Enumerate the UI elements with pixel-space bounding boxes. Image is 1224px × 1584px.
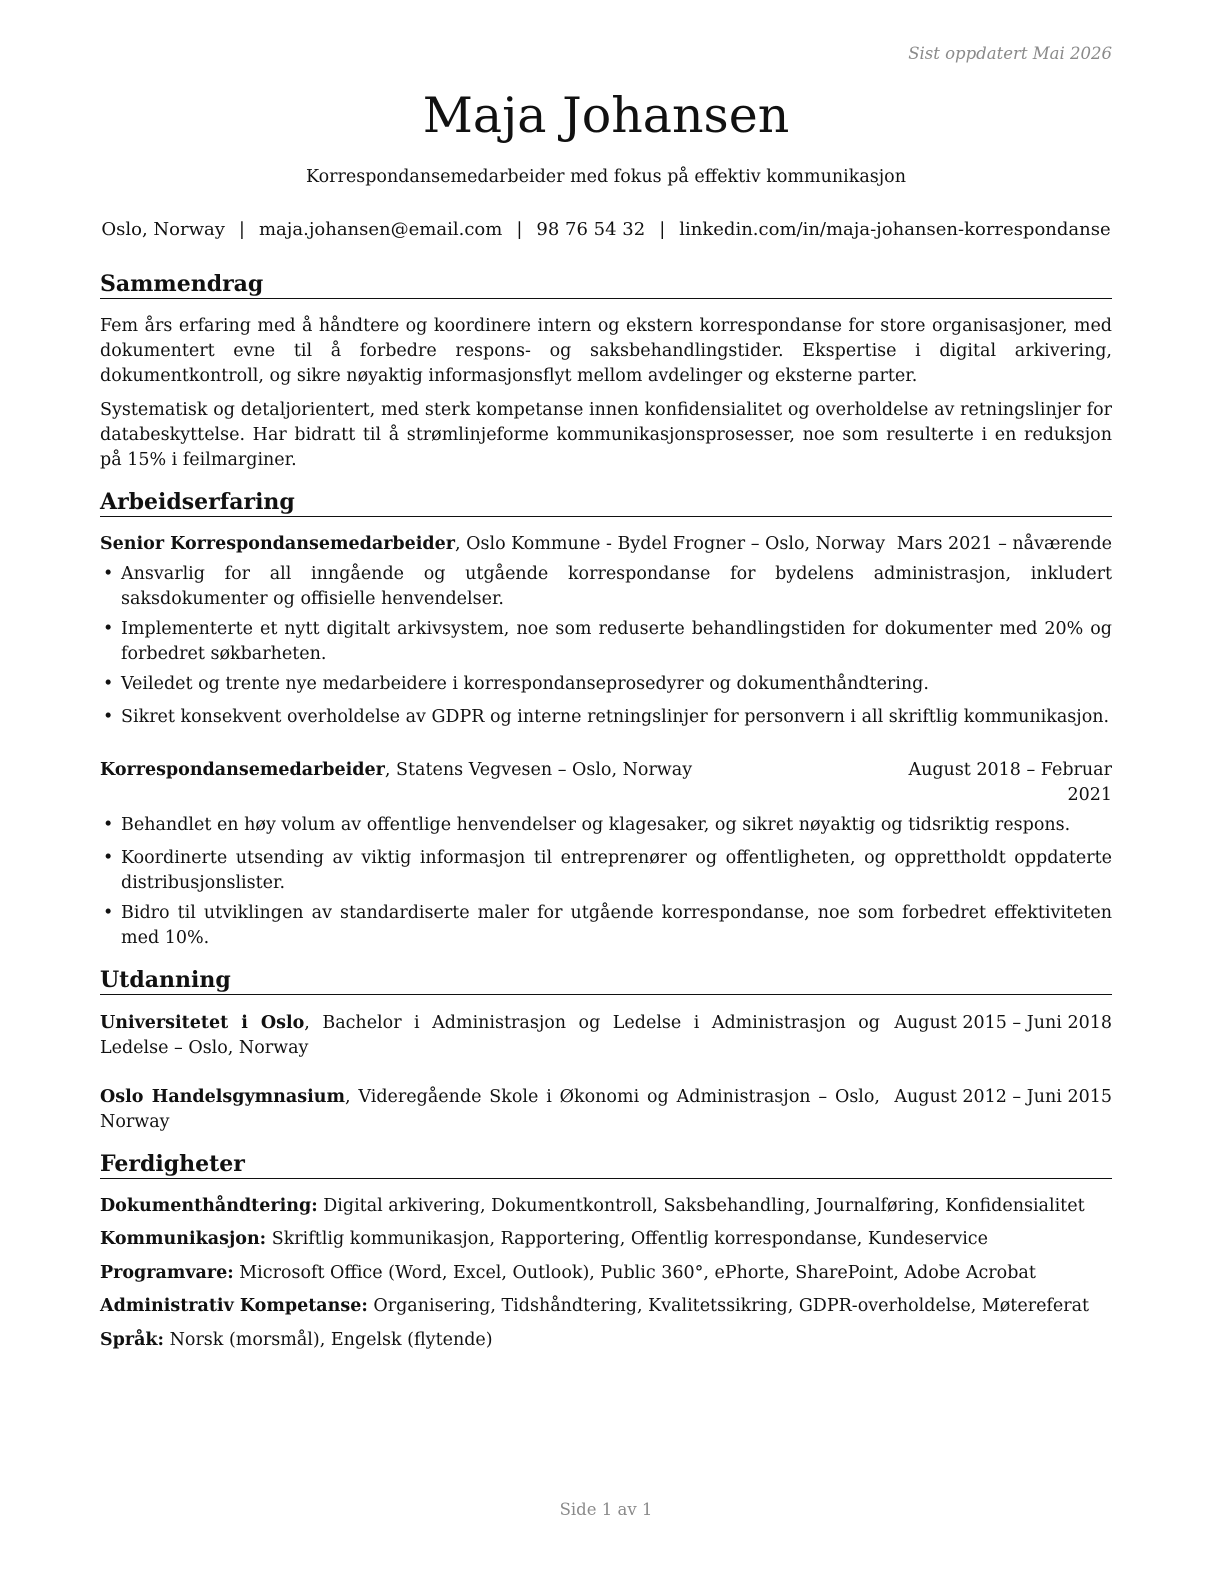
list-item: • Sikret konsekvent overholdelse av GDPR og interne retningslinjer for personvern i all skriftlig kommunikasjon. [100,705,1112,730]
list-item: • Ansvarlig for all inngående og utgående korrespondanse for bydelens administrasjon, inkludert saksdokumenter og offisielle henvendelser. [100,562,1112,612]
skill-value: Microsoft Office (Word, Excel, Outlook), Public 360°, ePhorte, SharePoint, Adobe Acrobat [233,1263,1036,1283]
skill-row [100,1261,1112,1286]
page-number: Side 1 av 1 [559,1500,653,1519]
skill-row [100,1194,1112,1219]
contact-phone: 98 76 54 32 [536,219,646,240]
skill-label: Administrativ Kompetanse: [100,1296,368,1316]
skill-value: Skriftlig kommunikasjon, Rapportering, Offentlig korrespondanse, Kundeservice [266,1229,988,1249]
contact-line [80,219,1132,240]
education-school: Universitetet i Oslo [100,1013,305,1033]
skill-label: Programvare: [100,1263,234,1283]
skill-value: Organisering, Tidshåndtering, Kvalitetssikring, GDPR-overholdelse, Møtereferat [367,1296,1090,1316]
section-title-experience: Arbeidserfaring [100,488,1112,517]
contact-location: Oslo, Norway [101,219,225,240]
section-title-summary: Sammendrag [100,270,1112,299]
list-item: • Koordinerte utsending av viktig informasjon til entreprenører og offentligheten, og opprettholdt oppdaterte distribusjonslister. [100,846,1112,896]
education-dates: August 2015 – Juni 2018 [894,1013,1112,1033]
skill-value: Digital arkivering, Dokumentkontroll, Saksbehandling, Journalføring, Konfidensialitet [317,1196,1085,1216]
summary-paragraph: Systematisk og detaljorientert, med sterk kompetanse innen konfidensialitet og overholdelse av retningslinjer for databeskyttelse. Har bidratt til å strømlinjeforme kommunikasjonsprosesser, noe som resulterte i en reduksjon på 15% i feilmarginer. [100,400,1112,470]
list-item: • Bidro til utviklingen av standardiserte maler for utgående korrespondanse, noe som forbedret effektiviteten med 10%. [100,901,1112,951]
job-org: , Statens Vegvesen – Oslo, Norway [384,760,693,780]
person-name: Maja Johansen [422,87,790,144]
job-title-line [100,758,692,783]
education-text [100,1011,880,1061]
list-item: • Veiledet og trente nye medarbeidere i korrespondanseprosedyrer og dokumenthåndtering. [100,672,1112,697]
resume-page [100,0,1112,1584]
education-school: Oslo Handelsgymnasium [100,1087,345,1107]
contact-separator: | [516,219,523,240]
summary-paragraph: Fem års erfaring med å håndtere og koordinere intern og ekstern korrespondanse for store organisasjoner, med dokumentert evne til å forbedre respons- og saksbehandlingstider. Ekspertise i digital arkivering, dokumentkontroll, og sikre nøyaktig informasjonsflyt mellom avdelinger og eksterne parter. [100,316,1112,386]
skill-row [100,1227,1112,1252]
contact-linkedin[interactable]: linkedin.com/in/maja-johansen-korrespondanse [679,219,1111,240]
skill-row [100,1294,1112,1319]
contact-email[interactable]: maja.johansen@email.com [258,219,503,240]
skill-label: Språk: [100,1330,165,1350]
job-org: , Oslo Kommune - Bydel Frogner – Oslo, Norway [455,534,886,554]
skill-label: Kommunikasjon: [100,1229,267,1249]
tagline: Korrespondansemedarbeider med fokus på effektiv kommunikasjon [306,167,906,187]
job-dates: Mars 2021 – nåværende [896,534,1112,554]
contact-separator: | [659,219,666,240]
contact-separator: | [238,219,245,240]
skill-label: Dokumenthåndtering: [100,1196,318,1216]
job-dates: August 2018 – Februar 2021 [908,760,1112,805]
section-title-education: Utdanning [100,966,1112,995]
list-item: • Behandlet en høy volum av offentlige henvendelser og klagesaker, og sikret nøyaktig og tidsriktig respons. [100,813,1112,838]
education-dates: August 2012 – Juni 2015 [894,1087,1112,1107]
job-role: Senior Korrespondansemedarbeider [100,534,456,554]
skill-row [100,1328,1112,1353]
job-role: Korrespondansemedarbeider [100,760,385,780]
education-text [100,1085,880,1135]
list-item: • Implementerte et nytt digitalt arkivsystem, noe som reduserte behandlingstiden for dokumenter med 20% og forbedret søkbarheten. [100,617,1112,667]
education-detail: , Videregående Skole i Økonomi og Administrasjon – Oslo, Norway [100,1087,880,1132]
last-updated: Sist oppdatert Mai 2026 [908,44,1112,63]
job-title-line [100,532,885,557]
education-detail: , Bachelor i Administrasjon og Ledelse i Administrasjon og Ledelse – Oslo, Norway [100,1013,880,1058]
section-title-skills: Ferdigheter [100,1150,1112,1179]
skill-value: Norsk (morsmål), Engelsk (flytende) [164,1330,493,1350]
